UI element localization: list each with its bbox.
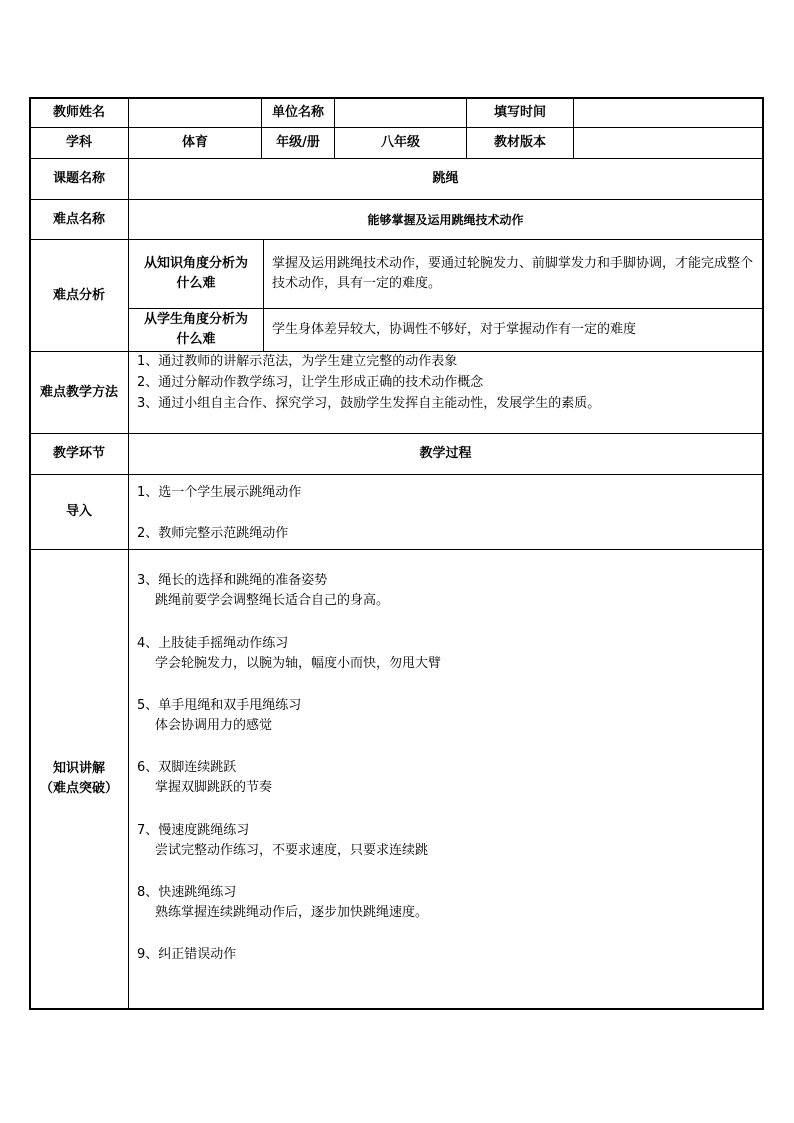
fill-time-label: 填写时间: [493, 104, 546, 120]
intro-item: 2、教师完整示范跳绳动作: [137, 526, 289, 541]
step-detail: 学会轮腕发力，以腕为轴，幅度小而快，勿甩大臂: [155, 656, 442, 671]
step-item: [137, 758, 762, 821]
step-detail: 熟练掌握连续跳绳动作后，逐步加快跳绳速度。: [155, 905, 429, 920]
step-title: 3、绳长的选择和跳绳的准备姿势: [137, 573, 328, 588]
teacher-name-label: 教师姓名: [52, 104, 105, 120]
fill-time-value[interactable]: [574, 98, 762, 127]
knowledge-steps: [129, 571, 762, 991]
step-item: [137, 883, 762, 945]
knowledge-label-line1: 知识讲解: [52, 761, 105, 776]
step-item: [137, 634, 762, 696]
step-item: [137, 571, 762, 634]
lesson-title-value: 跳绳: [432, 171, 459, 186]
step-detail: 尝试完整动作练习，不要求速度，只要求连续跳: [155, 843, 429, 858]
step-detail: 跳绳前要学会调整绳长适合自己的身高。: [155, 593, 390, 608]
step-item: [137, 696, 762, 758]
teaching-process-header: 教学过程: [419, 446, 472, 461]
student-angle-text: 学生身体差异较大，协调性不够好，对于掌握动作有一定的难度: [272, 322, 637, 337]
knowledge-angle-label: 从知识角度分析为什么难: [143, 256, 248, 291]
intro-label: 导入: [65, 504, 92, 519]
step-title: 4、上肢徒手摇绳动作练习: [137, 636, 289, 651]
textbook-label: 教材版本: [493, 135, 546, 150]
table-border-right: [762, 97, 764, 1010]
subject-value: 体育: [181, 135, 208, 150]
lesson-plan-table: [29, 97, 764, 1010]
step-title: 5、单手甩绳和双手甩绳练习: [137, 698, 302, 713]
grade-label: 年级/册: [276, 135, 320, 150]
method-item: 2、通过分解动作教学练习，让学生形成正确的技术动作概念: [137, 375, 484, 390]
difficulty-name-label: 难点名称: [52, 211, 105, 227]
knowledge-angle-text: 掌握及运用跳绳技术动作，要通过轮腕发力、前脚掌发力和手脚协调，才能完成整个技术动作，具有一定的难度。: [272, 256, 754, 291]
difficulty-name-value: 能够掌握及运用跳绳技术动作: [367, 212, 524, 227]
method-item: 1、通过教师的讲解示范法，为学生建立完整的动作表象: [137, 354, 458, 369]
difficulty-analysis-label: 难点分析: [52, 287, 105, 303]
teaching-method-label: 难点教学方法: [39, 384, 118, 400]
step-title: 7、慢速度跳绳练习: [137, 823, 250, 838]
textbook-value[interactable]: [574, 128, 762, 158]
step-detail: 掌握双脚跳跃的节奏: [155, 780, 273, 795]
knowledge-label-line2: （难点突破）: [39, 781, 118, 796]
unit-name-label: 单位名称: [271, 104, 324, 120]
row-divider: [29, 549, 764, 550]
knowledge-explain-label: [30, 550, 128, 1008]
step-title: 8、快速跳绳练习: [137, 885, 237, 900]
student-angle-label: 从学生角度分析为什么难: [143, 312, 248, 347]
intro-item: 1、选一个学生展示跳绳动作: [137, 485, 302, 500]
step-item: [137, 821, 762, 883]
grade-value: 八年级: [380, 135, 420, 150]
lesson-title-label: 课题名称: [52, 171, 105, 186]
step-item: [137, 945, 762, 985]
unit-name-value[interactable]: [335, 98, 466, 127]
step-detail: 体会协调用力的感觉: [155, 718, 273, 733]
method-item: 3、通过小组自主合作、探究学习，鼓励学生发挥自主能动性，发展学生的素质。: [137, 396, 601, 411]
subject-label: 学科: [65, 135, 92, 150]
row-divider: [29, 474, 764, 475]
step-title: 9、纠正错误动作: [137, 947, 237, 962]
step-title: 6、双脚连续跳跃: [137, 760, 237, 775]
teacher-name-value[interactable]: [129, 98, 261, 127]
teaching-section-header: 教学环节: [52, 446, 105, 461]
teaching-method-list: [129, 352, 762, 433]
table-border-bottom: [29, 1008, 764, 1010]
